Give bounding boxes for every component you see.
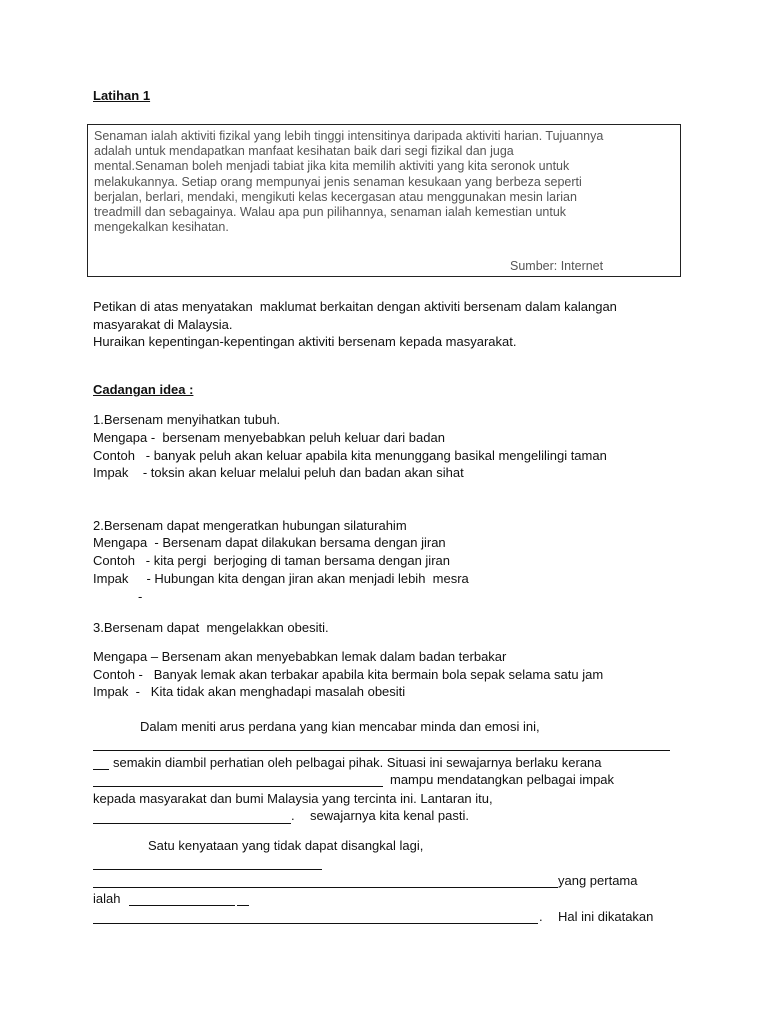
idea-line: Contoh - Banyak lemak akan terbakar apabila kita bermain bola sepak selama satu jam [93, 667, 604, 682]
idea-line: 1.Bersenam menyihatkan tubuh. [93, 412, 281, 427]
blank-line [93, 786, 383, 787]
passage-line: treadmill dan sebagainya. Walau apa pun pilihannya, senaman ialah kemestian untuk [94, 205, 567, 219]
idea-line: Mengapa - Bersenam dapat dilakukan bersama dengan jiran [93, 535, 446, 550]
essay-line: mampu mendatangkan pelbagai impak [390, 772, 615, 787]
idea-line: Impak - toksin akan keluar melalui peluh dan badan akan sihat [93, 465, 464, 480]
idea-line: 3.Bersenam dapat mengelakkan obesiti. [93, 620, 329, 635]
blank-line [237, 905, 249, 906]
idea-line: Contoh - banyak peluh akan keluar apabila kita menunggang basikal mengelilingi taman [93, 448, 607, 463]
idea-line: Mengapa - bersenam menyebabkan peluh keluar dari badan [93, 430, 445, 445]
passage-line: melakukannya. Setiap orang mempunyai jenis senaman kesukaan yang berbeza seperti [94, 175, 582, 189]
passage-box [87, 124, 681, 277]
essay-paragraph-start: Satu kenyataan yang tidak dapat disangkal lagi, [148, 838, 424, 853]
idea-line: - [138, 589, 143, 604]
passage-source: Sumber: Internet [510, 259, 604, 273]
passage-line: mengekalkan kesihatan. [94, 220, 229, 234]
essay-line: yang pertama [558, 873, 638, 888]
blank-line [93, 923, 538, 924]
passage-line: adalah untuk mendapatkan manfaat kesihatan baik dari segi fizikal dan juga [94, 144, 514, 158]
question-line: masyarakat di Malaysia. [93, 317, 233, 332]
essay-line: ialah [93, 891, 121, 906]
essay-line: . [539, 909, 543, 924]
passage-line: berjalan, berlari, mendaki, mengikuti kelas kecergasan atau menggunakan mesin larian [94, 190, 577, 204]
essay-intro: Dalam meniti arus perdana yang kian mencabar minda dan emosi ini, [140, 719, 540, 734]
idea-line: 2.Bersenam dapat mengeratkan hubungan silaturahim [93, 518, 407, 533]
idea-line: Contoh - kita pergi berjoging di taman bersama dengan jiran [93, 553, 450, 568]
ideas-heading: Cadangan idea : [93, 382, 194, 397]
blank-line [148, 869, 322, 870]
blank-line [93, 750, 670, 751]
blank-line [93, 887, 558, 888]
blank-line [129, 905, 235, 906]
blank-line [93, 869, 148, 870]
idea-line: Impak - Hubungan kita dengan jiran akan menjadi lebih mesra [93, 571, 469, 586]
question-line: Petikan di atas menyatakan maklumat berkaitan dengan aktiviti bersenam dalam kalangan [93, 299, 617, 314]
essay-line: sewajarnya kita kenal pasti. [310, 808, 469, 823]
blank-line [93, 823, 291, 824]
essay-line: semakin diambil perhatian oleh pelbagai pihak. Situasi ini sewajarnya berlaku kerana [113, 755, 602, 770]
blank-line [93, 769, 109, 770]
question-line: Huraikan kepentingan-kepentingan aktiviti bersenam kepada masyarakat. [93, 334, 517, 349]
essay-line: Hal ini dikatakan [558, 909, 654, 924]
passage-line: mental.Senaman boleh menjadi tabiat jika kita memilih aktiviti yang kita seronok untuk [94, 159, 570, 173]
passage-line: Senaman ialah aktiviti fizikal yang lebih tinggi intensitinya daripada aktiviti harian. Tujuannya [94, 129, 604, 143]
idea-line: Mengapa – Bersenam akan menyebabkan lemak dalam badan terbakar [93, 649, 507, 664]
essay-line: kepada masyarakat dan bumi Malaysia yang tercinta ini. Lantaran itu, [93, 791, 493, 806]
exercise-title: Latihan 1 [93, 88, 151, 103]
essay-line: . [291, 808, 295, 823]
idea-line: Impak - Kita tidak akan menghadapi masalah obesiti [93, 684, 406, 699]
